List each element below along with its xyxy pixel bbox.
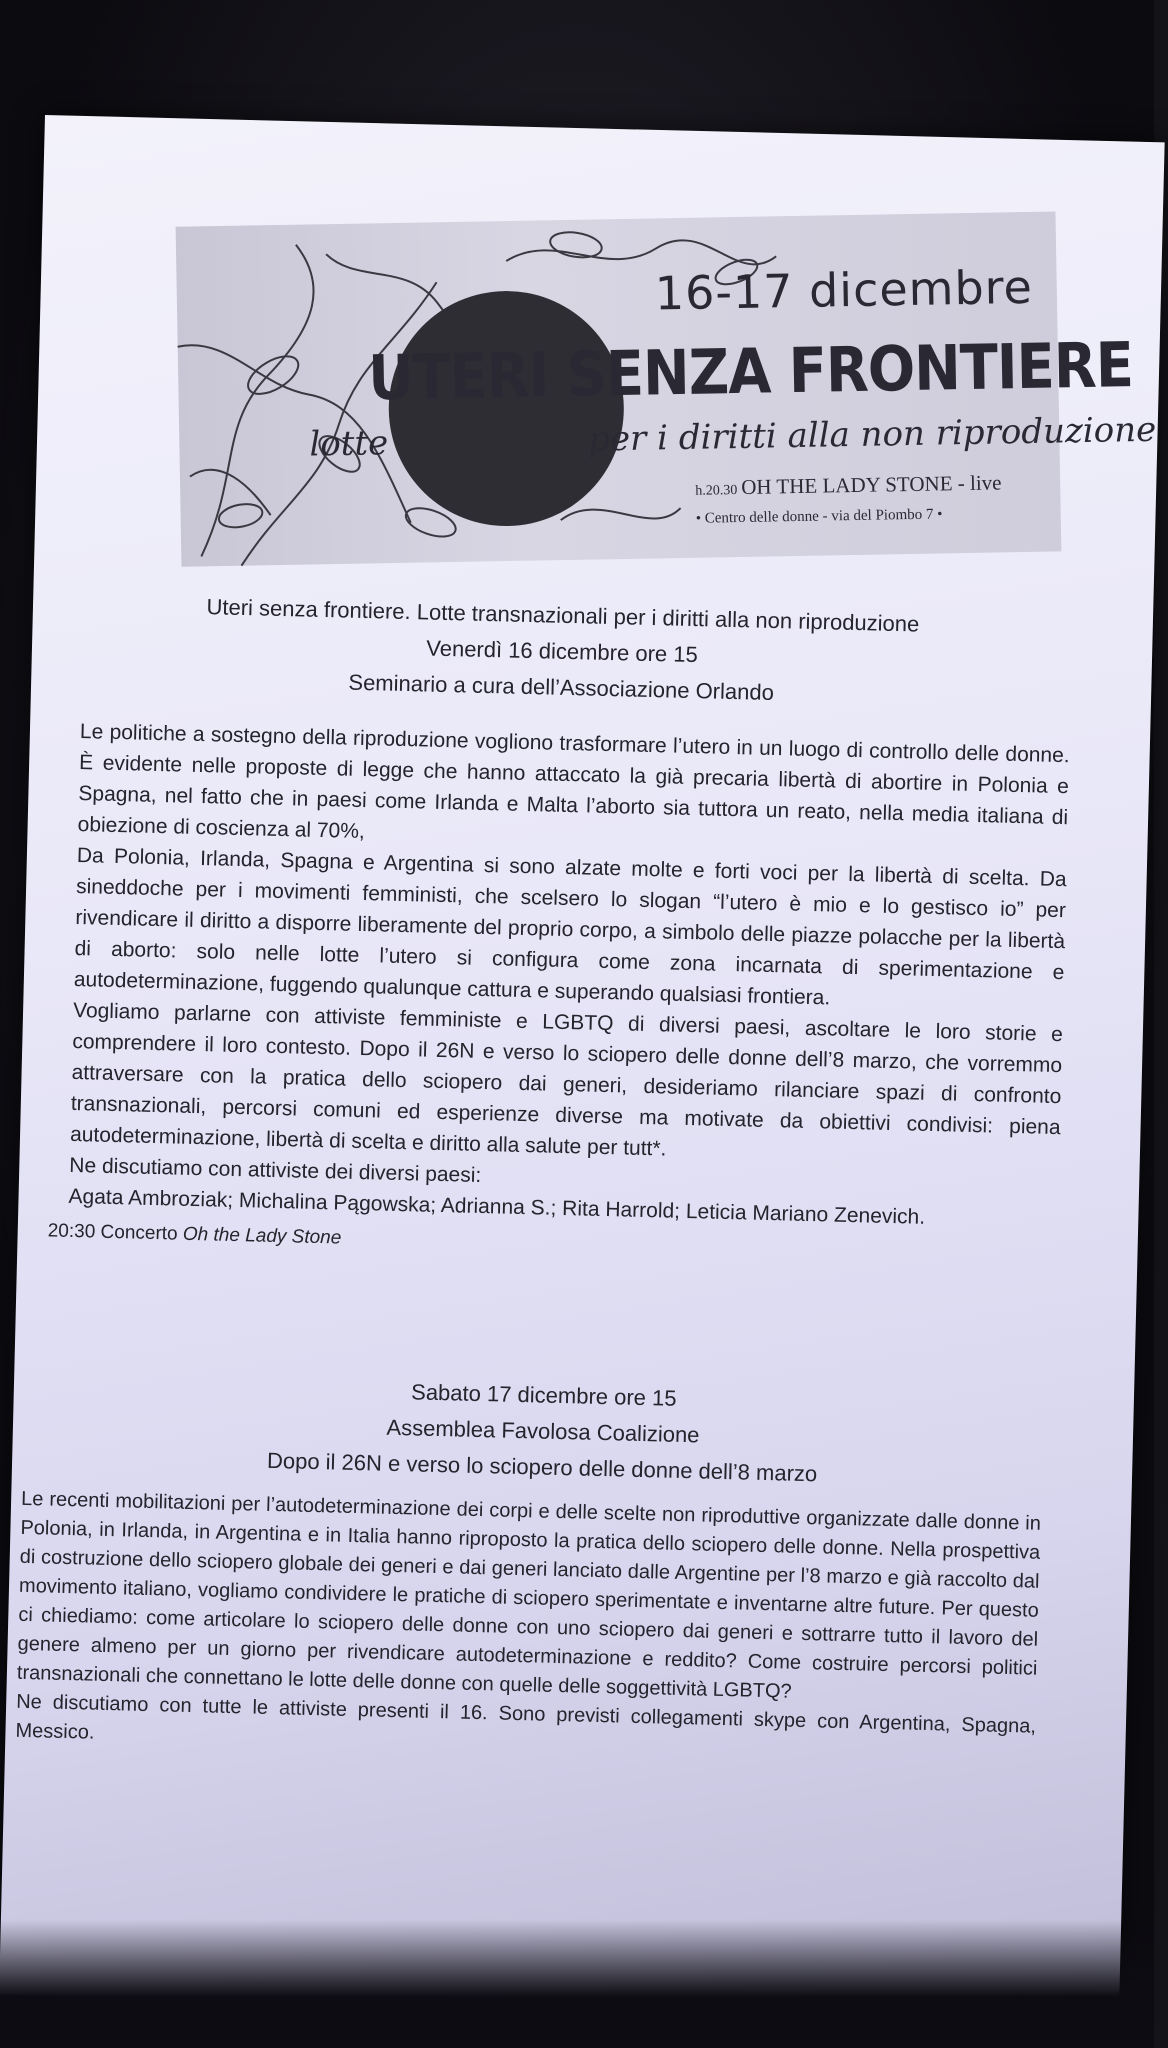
day1-speakers: Agata Ambroziak; Michalina Pągowska; Adrianna S.; Rita Harrold; Leticia Mariano Zenevich. — [68, 1184, 926, 1229]
day2-context: Dopo il 26N e verso lo sciopero delle donne dell’8 marzo — [266, 1447, 818, 1487]
day1-paragraph: Vogliamo parlarne con attiviste femministe e LGBTQ di diversi paesi, ascoltare le loro storie e comprendere il loro contesto. Dopo il 26N e verso lo sciopero delle donne dell’8 marzo, che vorremmo attraversare con la pratica dello sciopero dai generi, desideriamo rilanciare spazi di confronto transnazionali, percorsi comuni ed esperienze diverse ma motivate da obiettivi condivisi: piena autodeterminazione, libertà di scelta e diritto alla salute per tutt*. — [69, 998, 1064, 1161]
concert-line — [47, 1220, 341, 1249]
day2-paragraph: Le recenti mobilitazioni per l’autodeterminazione dei corpi e delle scelte non riproduttive organizzate dalle donne in Polonia, in Irlanda, in Argentina e in Italia hanno riproposto la pratica dello sciopero delle donne. Nella prospettiva di costruzione dello sciopero globale dei generi e dai generi lanciato dalle Argentine per l’8 marzo e già raccolto dal movimento italiano, vogliamo condividere le pratiche di sciopero sperimentate e inventarne altre future. Per questo ci chiediamo: come articolare lo sciopero delle donne con uno sciopero dai generi e sottrarre tutto il lavoro del genere almeno per un giorno per rivendicare autodeterminazione e reddito? Come costruire percorsi politici transnazionali che connettano le lotte delle donne con quelle delle soggettività LGBTQ? — [16, 1487, 1042, 1703]
banner-date: 16-17 dicembre — [654, 259, 1034, 321]
banner-live-time: h.20.30 — [695, 483, 738, 499]
day2-when: Sabato 17 dicembre ore 15 — [410, 1379, 677, 1411]
day1-title: Uteri senza frontiere. Lotte transnazionali per i diritti alla non riproduzione — [206, 594, 920, 637]
banner-subtitle-right: per i diritti alla non riproduzione — [587, 409, 1157, 460]
event-banner — [176, 211, 1157, 566]
banner-live — [695, 470, 1002, 500]
day2-body — [15, 1485, 1041, 1771]
day2-paragraph: Ne discutiamo con tutte le attiviste presenti il 16. Sono previsti collegamenti skype con Argentina, Spagna, Messico. — [15, 1690, 1037, 1744]
concert-time: 20:30 Concerto — [47, 1220, 178, 1245]
day1-who: Seminario a cura dell’Associazione Orlando — [348, 669, 775, 705]
concert-name: Oh the Lady Stone — [182, 1223, 342, 1249]
day1-paragraph: Da Polonia, Irlanda, Spagna e Argentina si sono alzate molte e forti voci per la libertà di scelta. Da sineddoche per i movimenti femministi, che scelsero lo slogan “l’utero è mio e lo gestisco io” per rivendicare il diritto a disporre liberamente del proprio corpo, a simbolo delle piazze polacche per la libertà di aborto: solo nelle lotte l’utero si configura come zona incarnata di sperimentazione e autodeterminazione, fuggendo qualunque cattura e superando qualsiasi frontiera. — [73, 844, 1067, 1010]
day1-paragraph: Ne discutiamo con attiviste dei diversi paesi: — [69, 1153, 482, 1187]
banner-venue: • Centro delle donne - via del Piombo 7 • — [695, 506, 943, 527]
banner-live-act: OH THE LADY STONE - live — [740, 470, 1002, 499]
banner-title: UTERI SENZA FRONTIERE — [367, 328, 1134, 415]
banner-subtitle-left: lotte — [309, 423, 389, 465]
flyer-sheet — [0, 115, 1165, 2022]
day2-what: Assemblea Favolosa Coalizione — [386, 1414, 700, 1448]
day1-paragraph: Le politiche a sostegno della riproduzione vogliono trasformare l’utero in un luogo di controllo delle donne. È evidente nelle proposte di legge che hanno attaccato la già precaria libertà di abortire in Polonia e Spagna, nel fatto che in paesi come Irlanda e Malta l’aborto sia tuttora un reato, nella media italiana di obiezione di coscienza al 70%, — [77, 720, 1070, 844]
bottom-shadow — [0, 1920, 1154, 2048]
day1-when: Venerdì 16 dicembre ore 15 — [426, 635, 699, 668]
day1-body — [68, 716, 1070, 1236]
